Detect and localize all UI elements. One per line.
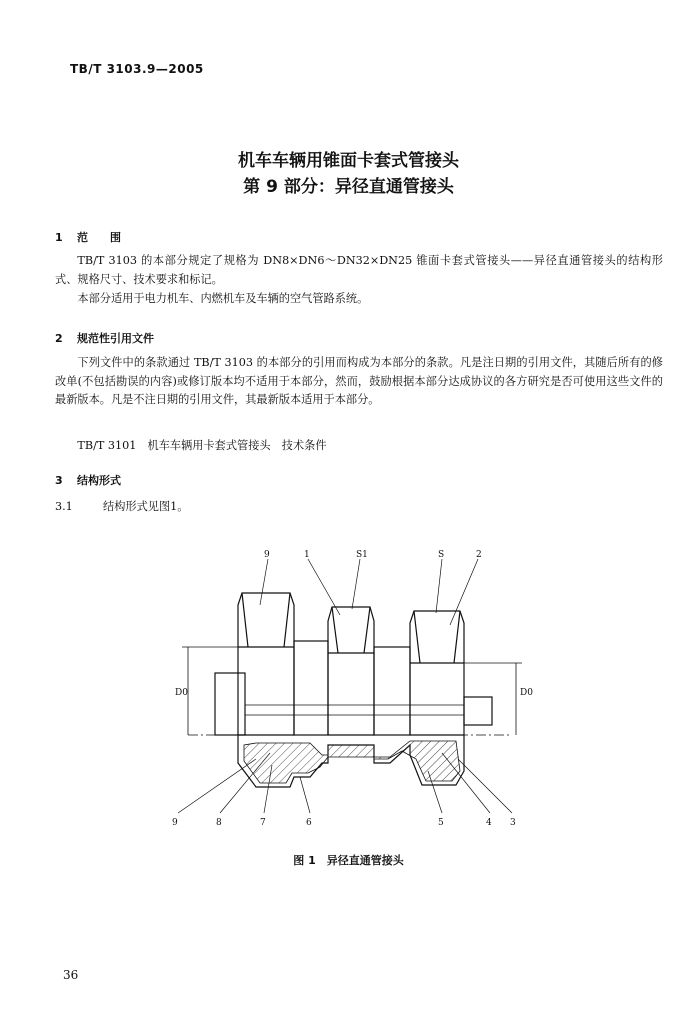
- label-top-0: 9: [264, 550, 270, 560]
- label-bottom-1: 8: [216, 818, 222, 828]
- document-subtitle: 第 9 部分：异径直通管接头: [243, 177, 454, 197]
- subsection-text: 结构形式见图1。: [103, 500, 189, 513]
- label-top-1: 1: [304, 550, 310, 560]
- dimension-label-right: D0: [520, 688, 533, 698]
- label-top-3: S: [438, 550, 445, 560]
- section-2-heading: [55, 330, 154, 346]
- label-bottom-3: 6: [306, 818, 312, 828]
- fitting-drawing: [160, 545, 540, 835]
- left-nut: [238, 593, 294, 735]
- section-number: 1: [55, 231, 63, 244]
- label-bottom-4: 5: [438, 818, 444, 828]
- document-title: 机车车辆用锥面卡套式管接头: [238, 151, 459, 171]
- section-1-heading: [55, 229, 121, 245]
- section-2-paragraph-1: 下列文件中的条款通过 TB/T 3103 的本部分的引用而构成为本部分的条款。凡是注日期的引用文件，其随后所有的修改单(不包括勘误的内容)或修订版本均不适用于本部分，然而，鼓励根据本部分达成协议的各方研究是否可使用这些文件的最新版本。凡是不注日期的引用文件，其最新版本适用于本部分。: [55, 356, 663, 406]
- page-number: 36: [63, 968, 79, 982]
- subsection-number: 3.1: [55, 500, 73, 513]
- label-top-2: S1: [356, 550, 368, 560]
- section-number: 2: [55, 332, 63, 345]
- section-number: 3: [55, 474, 63, 487]
- section-title: 范 围: [77, 231, 121, 244]
- label-bottom-0: 9: [172, 818, 178, 828]
- standard-code: TB/T 3103.9—2005: [70, 62, 204, 76]
- figure-caption: 图 1 异径直通管接头: [293, 854, 404, 867]
- dimension-label-left: D0: [175, 688, 188, 698]
- section-2-reference: TB/T 3101 机车车辆用卡套式管接头 技术条件: [77, 439, 327, 452]
- section-1-paragraph-2: 本部分适用于电力机车、内燃机车及车辆的空气管路系统。: [77, 292, 369, 305]
- subsection-3-1: [55, 498, 188, 514]
- label-top-4: 2: [476, 550, 482, 560]
- label-bottom-6: 3: [510, 818, 516, 828]
- section-title: 结构形式: [77, 474, 121, 487]
- label-bottom-2: 7: [260, 818, 266, 828]
- right-nut: [410, 611, 464, 735]
- section-3-heading: [55, 472, 121, 488]
- section-title: 规范性引用文件: [77, 332, 154, 345]
- section-1-paragraph-1: TB/T 3103 的本部分规定了规格为 DN8×DN6～DN32×DN25 锥面卡套式管接头——异径直通管接头的结构形式、规格尺寸、技术要求和标记。: [55, 254, 663, 286]
- section-hatching: [244, 741, 460, 783]
- label-bottom-5: 4: [486, 818, 492, 828]
